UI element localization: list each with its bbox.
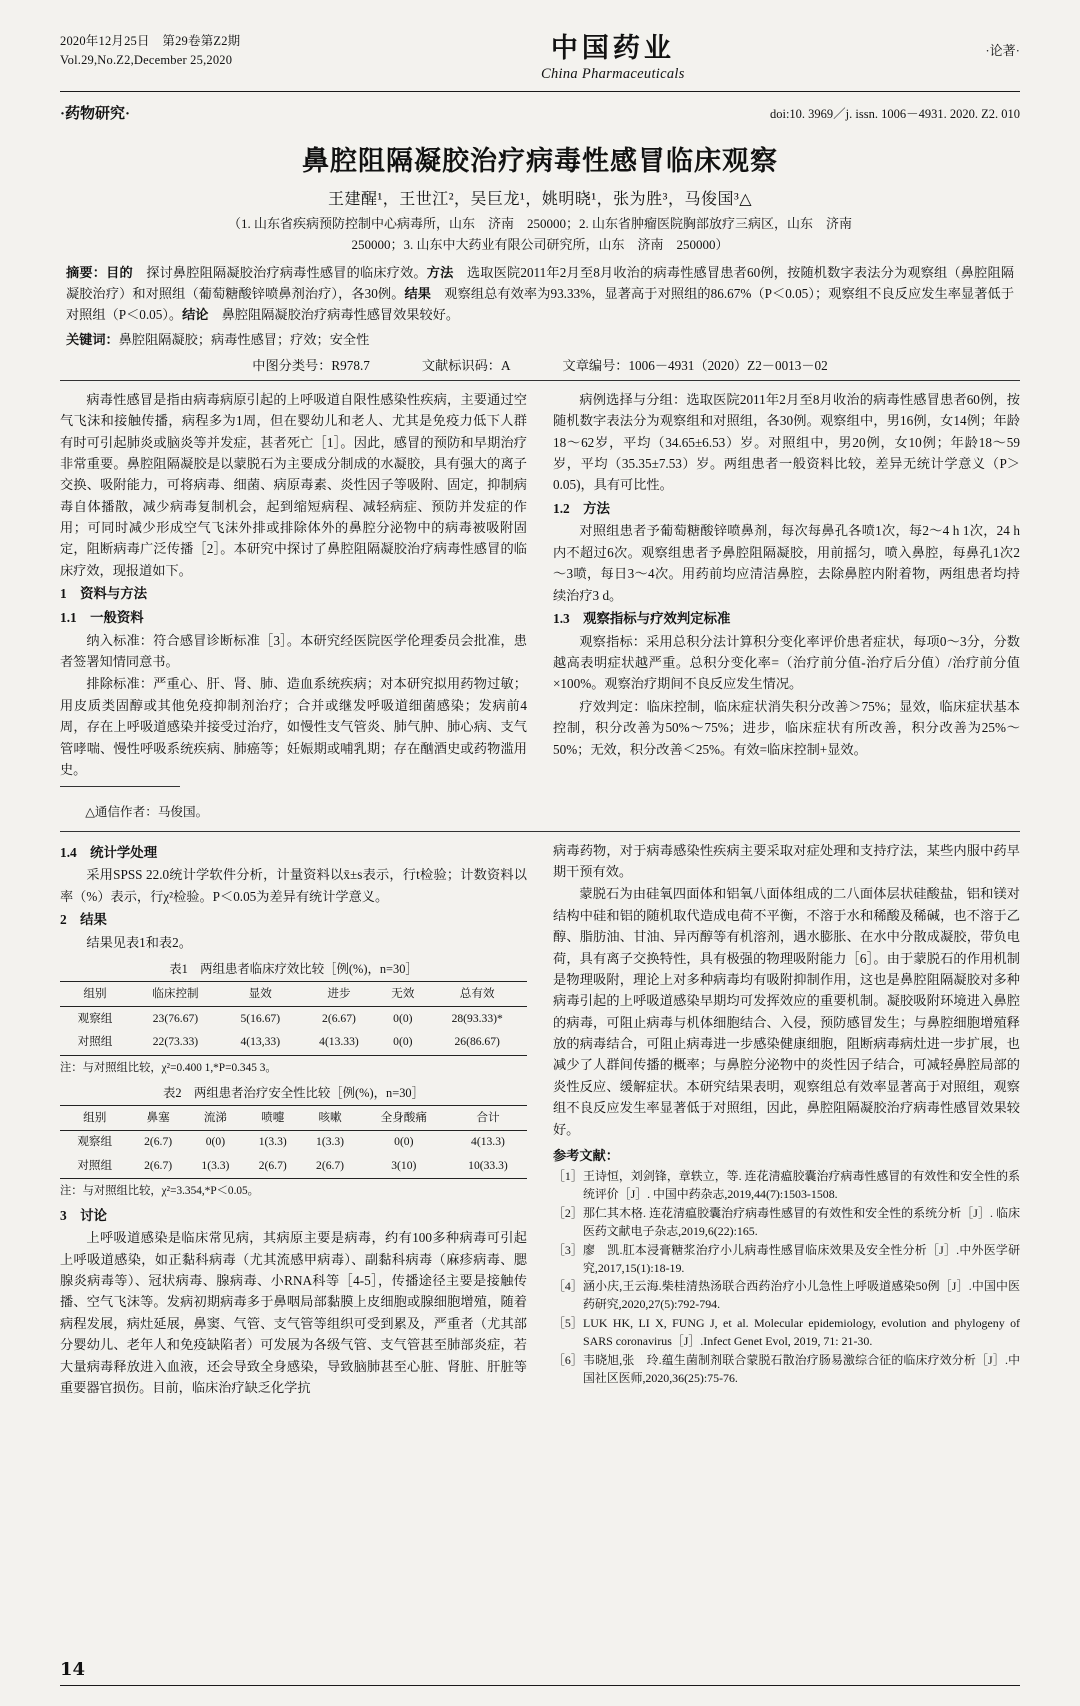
table-safety — [60, 1105, 527, 1179]
table1-note: 注：与对照组比较，χ²=0.400 1,*P=0.345 3。 — [60, 1061, 277, 1074]
table-cell: 22(73.33) — [130, 1031, 221, 1055]
abstract-label: 摘要： — [66, 264, 107, 280]
doc-code-label: 文献标识码： — [421, 357, 501, 373]
journal-title-block — [240, 26, 985, 83]
paragraph: 病毒性感冒是指由病毒病原引起的上呼吸道自限性感染性疾病，主要通过空气飞沫和接触传播，病程多为1周，但在婴幼儿和老人、尤其是免疫力低下人群有时可引起肺炎或脑炎等并发症，甚者死亡［1］。因此，感冒的预防和早期治疗非常重要。鼻腔阻隔凝胶是以蒙脱石为主要成分制成的水凝胶，具有强大的离子交换、吸附能力，可将病毒、细菌、病原毒素、炎性因子等吸附、固定，抑制病毒自体播散，减少病毒复制机会，起到缩短病程、减轻病症、预防并发症的作用；可同时减少形成空气飞沫外排或排除体外的鼻腔分泌物中的病毒被吸附固定，阻断病毒广泛传播［2］。本研究中探讨了鼻腔阻隔凝胶治疗病毒性感冒的临床疗效，现报道如下。 — [60, 391, 527, 578]
page-number: 14 — [60, 1659, 86, 1680]
table-header-cell: 咳嗽 — [301, 1106, 358, 1131]
issue-info — [60, 26, 240, 71]
table-header-cell: 总有效 — [427, 982, 527, 1007]
paragraph: 病毒药物，对于病毒感染性疾病主要采取对症处理和支持疗法，某些内服中药早期干预有效。 — [553, 842, 1020, 880]
footer-rule — [60, 1685, 1020, 1686]
table-row — [60, 1007, 527, 1031]
table-header-cell: 无效 — [378, 982, 427, 1007]
reference-number: ［2］ — [553, 1205, 583, 1220]
reference-text: 那仁其木格. 连花清瘟胶囊治疗病毒性感冒的有效性和安全性的系统分析［J］. 临床医药文献电子杂志,2019,6(22):165. — [583, 1205, 1020, 1238]
list-item — [553, 1352, 1020, 1388]
corresponding-author-note: △通信作者：马俊国。 — [85, 805, 209, 820]
abstract-methods-text: 选取医院2011年2月至8月收治的病毒性感冒患者60例，按随机数字表法分为观察组（鼻腔阻隔凝胶治疗）和对照组（葡萄糖酸锌喷鼻剂治疗），各30例。 — [66, 264, 1015, 301]
list-item — [553, 1242, 1020, 1278]
references-heading: 参考文献： — [553, 1147, 619, 1163]
reference-text: 廖 凯.肛本浸膏糖浆治疗小儿病毒性感冒临床效果及安全性分析［J］.中外医学研究,2017,15(1):18-19. — [583, 1242, 1020, 1275]
table-header-cell: 临床控制 — [130, 982, 221, 1007]
reference-number: ［6］ — [553, 1352, 583, 1367]
abstract-objective-text: 探讨鼻腔阻隔凝胶治疗病毒性感冒的临床疗效。 — [146, 264, 427, 280]
table-cell: 28(93.33)* — [451, 1011, 503, 1025]
table-cell: 23(76.67) — [152, 1011, 199, 1025]
reference-text: 王诗恒，刘剑锋，章轶立，等. 连花清瘟胶囊治疗病毒性感冒的有效性和安全性的系统评价［J］. 中国中药杂志,2019,44(7):1503-1508. — [583, 1169, 1020, 1202]
heading-outcome-criteria: 1.3 观察指标与疗效判定标准 — [553, 610, 731, 626]
table-cell: 4(13.3) — [471, 1135, 505, 1149]
affiliation — [100, 214, 980, 256]
journal-name-cn: 中国药业 — [550, 33, 675, 64]
heading-methods: 1.2 方法 — [553, 500, 610, 516]
abstract-methods-label: 方法 — [426, 264, 454, 280]
table-cell: 4(13,33) — [221, 1031, 300, 1055]
references-list — [553, 1168, 1020, 1387]
affiliation-line-2: 250000；3. 山东中大药业有限公司研究所，山东 济南 250000） — [351, 236, 729, 252]
table-cell: 2(6.7) — [144, 1135, 173, 1149]
section-header — [60, 102, 1020, 123]
right-column-upper — [553, 389, 1020, 823]
table-header-row — [60, 1106, 527, 1131]
clc-label: 中图分类号： — [252, 357, 332, 373]
clc-block — [252, 355, 370, 374]
paragraph: 疗效判定：临床控制，临床症状消失积分改善＞75%；显效，临床症状基本控制，积分改善为50%～75%；进步，临床症状有所改善，积分改善为25%～50%；无效，积分改善＜25%。有效=临床控制+显效。 — [553, 698, 1020, 757]
table-cell: 0(0) — [378, 1031, 427, 1055]
table-cell: 1(3.3) — [258, 1135, 287, 1149]
paragraph: 纳入标准：符合感冒诊断标准［3］。本研究经医院医学伦理委员会批准，患者签署知情同意书。 — [60, 632, 527, 669]
abstract-conclusion-label: 结论 — [182, 307, 209, 323]
masthead — [60, 26, 1020, 89]
heading-general-data: 1.1 一般资料 — [60, 609, 144, 625]
table-cell: 对照组 — [60, 1031, 130, 1055]
page-title: 鼻腔阻隔凝胶治疗病毒性感冒临床观察 — [302, 146, 778, 177]
article-id-label: 文章编号： — [562, 357, 629, 373]
table-row — [60, 1031, 527, 1055]
table-header-cell: 喷嚏 — [244, 1106, 301, 1131]
doi-label: doi:10. 3969／j. issn. 1006－4931. 2020. Z2. 010 — [769, 107, 1020, 121]
doc-code-block — [422, 355, 511, 374]
column-tag: ·论著· — [985, 43, 1020, 58]
abstract-objective-label: 目的 — [106, 264, 133, 280]
reference-number: ［5］ — [553, 1316, 583, 1331]
reference-text: 涵小庆,王云海.柴桂清热汤联合西药治疗小儿急性上呼吸道感染50例［J］.中国中医药研究,2020,27(5):792-794. — [583, 1279, 1020, 1312]
issue-date-en: Vol.29,No.Z2,December 25,2020 — [60, 53, 233, 68]
table-header-cell: 组别 — [60, 1106, 129, 1131]
table-cell: 0(0) — [205, 1135, 226, 1149]
table-cell: 2(6.7) — [244, 1155, 301, 1179]
keywords — [66, 329, 1014, 350]
table1-caption: 表1 两组患者临床疗效比较［例(%)，n=30］ — [169, 962, 418, 977]
table-header-cell: 流涕 — [187, 1106, 244, 1131]
table-cell: 观察组 — [77, 1011, 113, 1025]
body-columns-lower — [60, 840, 1020, 1400]
right-column-lower — [553, 840, 1020, 1400]
table-header-cell: 进步 — [300, 982, 379, 1007]
reference-number: ［1］ — [553, 1169, 583, 1184]
table-header-cell: 鼻塞 — [129, 1106, 186, 1131]
paragraph: 排除标准：严重心、肝、肾、肺、造血系统疾病；对本研究拟用药物过敏；用皮质类固醇或其他免疫抑制剂治疗；合并或继发呼吸道细菌感染；发病前4周，存在上呼吸道感染并接受过治疗，如慢性支气管炎、肺气肿、肺心病、支气管哮喘、慢性呼吸系统疾病、肺癌等；妊娠期或哺乳期；存在酗酒史或药物滥用史。 — [60, 676, 527, 777]
reference-number: ［4］ — [553, 1279, 583, 1294]
abstract — [66, 262, 1014, 326]
table-cell: 3(10) — [359, 1155, 449, 1179]
author-list: 王建醒¹，王世江²，吴巨龙¹，姚明晓¹，张为胜³，马俊国³△ — [327, 191, 753, 208]
table-cell: 2(6.7) — [301, 1155, 358, 1179]
issue-date-cn: 2020年12月25日 第29卷第Z2期 — [60, 34, 241, 48]
mid-page-divider — [60, 831, 1020, 832]
doc-code-value: A — [500, 357, 511, 373]
table-cell: 10(33.3) — [449, 1155, 527, 1179]
abstract-results-text: 观察组总有效率为93.33%，显著高于对照组的86.67%（P＜0.05）；观察组不良反应发生率显著低于对照组（P＜0.05）。 — [66, 285, 1015, 323]
heading-results: 2 结果 — [60, 912, 107, 928]
abstract-conclusion-text: 鼻腔阻隔凝胶治疗病毒性感冒效果较好。 — [221, 307, 460, 323]
article-id-value: 1006－4931（2020）Z2－0013－02 — [628, 357, 828, 373]
heading-statistics: 1.4 统计学处理 — [60, 844, 158, 860]
reference-text: 韦晓旭,张 玲.蕴生菌制剂联合蒙脱石散治疗肠易激综合征的临床疗效分析［J］.中国社区医师,2020,36(25):75-76. — [583, 1352, 1020, 1385]
journal-name-en: China Pharmaceuticals — [541, 66, 685, 82]
paragraph: 蒙脱石为由硅氧四面体和铝氧八面体组成的二八面体层状硅酸盐，铝和镁对结构中硅和铝的随机取代造成电荷不平衡，不溶于水和稀酸及稀碱，也不溶于乙醇、脂肪油、甘油、异丙醇等有机溶剂，遇水膨胀、在水中分散成凝胶，带负电荷，具有离子交换特性，具有极强的物理吸附能力［6］。由于蒙脱石的作用机制是物理吸附，理论上对多种病毒均有吸附抑制作用，这也是鼻腔阻隔凝胶对多种病毒引起的上呼吸道感染早期均可发挥效应的重要机制。凝胶吸附环境进入鼻腔的病毒，可阻止病毒与机体细胞结合、入侵，预防感冒发生；与鼻腔细胞增殖释放的病毒结合，可阻止病毒进一步感染健康细胞，阻断病毒病灶进一步扩展，也减少了人群间传播的概率；与鼻腔分泌物中的炎性因子结合，可减轻鼻腔局部的炎性反应、缓解症状。本研究结果表明，观察组总有效率显著高于对照组，观察组不良反应发生率显著低于对照组，因此，鼻腔阻隔凝胶治疗病毒性感冒效果较好。 — [553, 886, 1020, 1137]
heading-discussion: 3 讨论 — [60, 1207, 107, 1223]
keywords-label: 关键词： — [66, 331, 119, 347]
keywords-text: 鼻腔阻隔凝胶；病毒性感冒；疗效；安全性 — [118, 331, 370, 347]
table2-caption: 表2 两组患者治疗安全性比较［例(%)，n=30］ — [163, 1085, 424, 1100]
affiliation-line-1: （1. 山东省疾病预防控制中心病毒所，山东 济南 250000；2. 山东省肿瘤医院胸部放疗三病区，山东 济南 — [227, 216, 852, 231]
clc-value: R978.7 — [331, 357, 370, 373]
body-columns-upper — [60, 389, 1020, 823]
classification-line — [60, 355, 1020, 374]
left-column-upper — [60, 389, 527, 823]
table-cell: 26(86.67) — [427, 1031, 527, 1055]
table2-note: 注：与对照组比较，χ²=3.354,*P＜0.05。 — [60, 1185, 259, 1198]
list-item — [553, 1168, 1020, 1204]
left-column-lower — [60, 840, 527, 1400]
table-cell: 4(13.33) — [300, 1031, 379, 1055]
paragraph: 对照组患者予葡萄糖酸锌喷鼻剂，每次每鼻孔各喷1次，每2～4 h 1次，24 h内不超过6次。观察组患者予鼻腔阻隔凝胶，用前摇匀，喷入鼻腔，每鼻孔1次2～3喷，每日3～4次。用药前均应清洁鼻腔，去除鼻腔内附着物，两组患者均持续治疗3 d。 — [553, 523, 1020, 603]
article-id-block — [563, 355, 828, 374]
heading-materials-methods: 1 资料与方法 — [60, 586, 148, 602]
table-header-cell: 合计 — [449, 1106, 527, 1131]
table-header-cell: 组别 — [60, 982, 130, 1007]
list-item — [553, 1315, 1020, 1351]
table-cell: 5(16.67) — [240, 1011, 281, 1025]
paragraph: 病例选择与分组：选取医院2011年2月至8月收治的病毒性感冒患者60例，按随机数字表法分为观察组和对照组，各30例。观察组中，男16例，女14例；年龄18～62岁，平均（34.65±6.53）岁。对照组中，男20例，女10例；年龄18～59岁，平均（35.35±7.53）岁。两组患者一般资料比较，差异无统计学意义（P＞0.05)，具有可比性。 — [553, 391, 1020, 493]
table-header-row — [60, 982, 527, 1007]
section-label: ·药物研究· — [60, 106, 131, 122]
reference-text: LUK HK, LI X, FUNG J, et al. Molecular epidemiology, evolution and phylogeny of SARS coronavirus［J］.Infect Genet Evol, 2019, 71: 21-30. — [583, 1316, 1020, 1348]
list-item — [553, 1205, 1020, 1241]
paragraph: 上呼吸道感染是临床常见病，其病原主要是病毒，约有100多种病毒可引起上呼吸道感染，如正黏科病毒（尤其流感甲病毒）、副黏科病毒（麻疹病毒、腮腺炎病毒等）、冠状病毒、腺病毒、小RNA科等［4-5］，传播途径主要是接触传播、空气飞沫等。发病初期病毒多于鼻咽局部黏膜上皮细胞或腺细胞增殖，随着病程发展，病灶延展，鼻窦、气管、支气管等组织可受到累及，严重者（尤其部分婴幼儿、老年人和免疫缺陷者）可发展为各级气管、支气管甚至肺部炎症，若大量病毒释放进入血液，还会导致全身感染，导致脑肺甚至心脏、肾脏、肝脏等重要器官损伤。目前，临床治疗缺乏化学抗 — [60, 1230, 527, 1395]
table-header-cell: 全身酸痛 — [359, 1106, 449, 1131]
table-cell: 1(3.3) — [187, 1155, 244, 1179]
table-cell: 观察组 — [77, 1135, 113, 1149]
masthead-rule — [60, 91, 1020, 92]
table-cell: 2(6.7) — [129, 1155, 186, 1179]
table-efficacy — [60, 981, 527, 1055]
table-row — [60, 1155, 527, 1179]
table-cell: 对照组 — [60, 1155, 129, 1179]
paragraph: 观察指标：采用总积分法计算积分变化率评价患者症状，每项0～3分，分数越高表明症状越严重。总积分变化率=（治疗前分值-治疗后分值）/治疗前分值×100%。观察治疗期间不良反应发生情况。 — [553, 633, 1020, 692]
table-cell: 2(6.67) — [322, 1011, 356, 1025]
table-cell: 0(0) — [394, 1135, 414, 1149]
header-body-divider — [60, 380, 1020, 381]
paragraph: 结果见表1和表2。 — [86, 934, 192, 950]
abstract-results-label: 结果 — [404, 285, 432, 301]
paragraph: 采用SPSS 22.0统计学软件分析，计量资料以x̄±s表示，行t检验；计数资料以率（%）表示，行χ²检验。P＜0.05为差异有统计学意义。 — [60, 867, 527, 904]
table-row — [60, 1130, 527, 1154]
reference-number: ［3］ — [553, 1242, 583, 1257]
table-header-cell: 显效 — [221, 982, 300, 1007]
table-cell: 0(0) — [393, 1011, 413, 1025]
footnote-rule — [60, 786, 180, 787]
table-cell: 1(3.3) — [316, 1135, 345, 1149]
list-item — [553, 1278, 1020, 1314]
